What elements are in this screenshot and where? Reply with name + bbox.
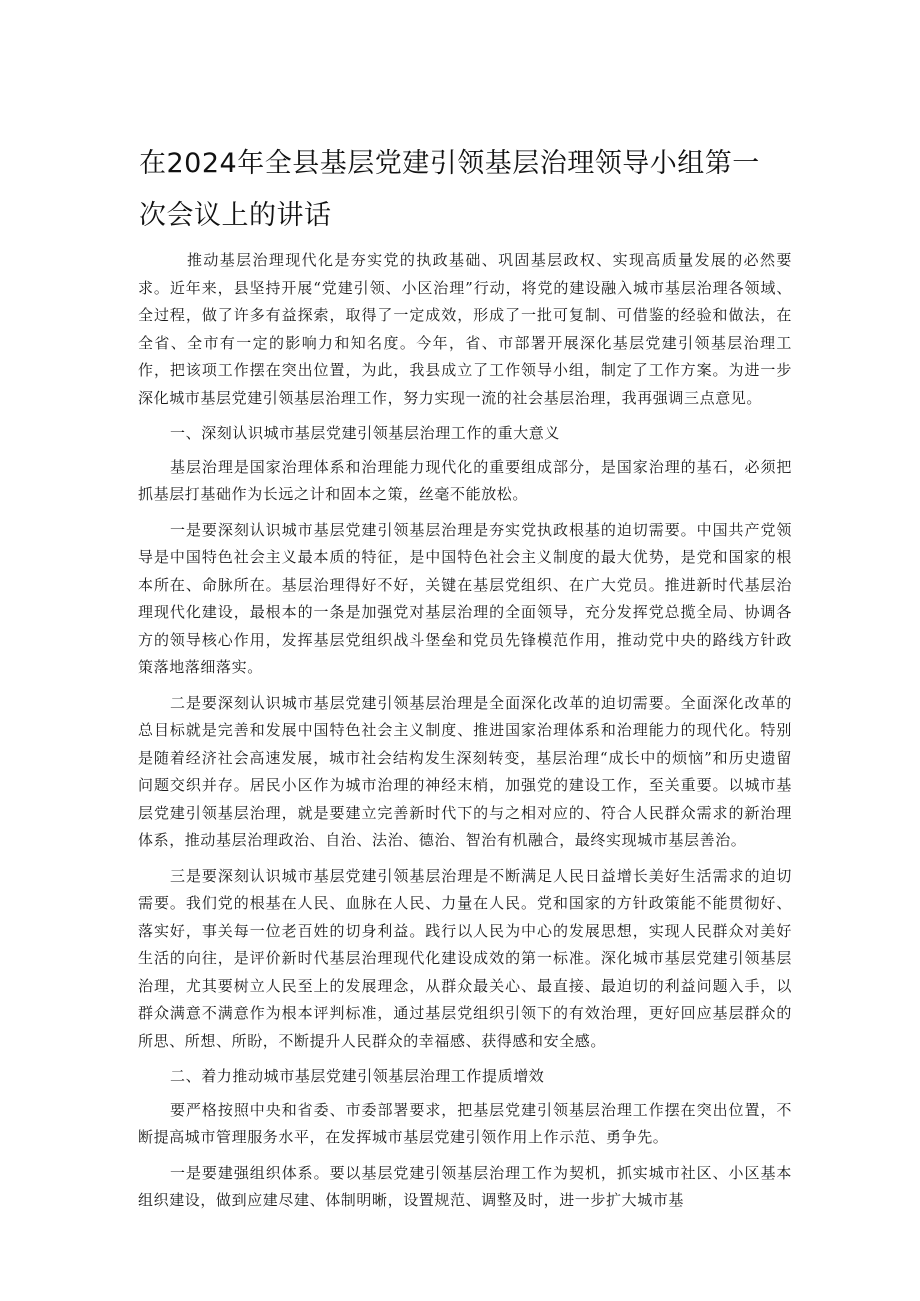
document-body <box>138 247 792 1223</box>
body-paragraph: 一是要深刻认识城市基层党建引领基层治理是夯实党执政根基的迫切需要。中国共产党领导是中国特色社会主义最本质的特征，是中国特色社会主义制度的最大优势，是党和国家的根本所在、命脉所在。基层治理得好不好，关键在基层党组织、在广大党员。推进新时代基层治理现代化建设，最根本的一条是加强党对基层治理的全面领导，充分发挥党总揽全局、协调各方的领导核心作用，发挥基层党组织战斗堡垒和党员先锋模范作用，推动党中央的路线方针政策落地落细落实。 <box>138 520 792 676</box>
body-paragraph: 要严格按照中央和省委、市委部署要求，把基层党建引领基层治理工作摆在突出位置，不断提高城市管理服务水平，在发挥城市基层党建引领作用上作示范、勇争先。 <box>138 1100 792 1146</box>
section-heading-1: 一、深刻认识城市基层党建引领基层治理工作的重大意义 <box>170 424 561 442</box>
body-paragraph: 二是要深刻认识城市基层党建引领基层治理是全面深化改革的迫切需要。全面深化改革的总目标就是完善和发展中国特色社会主义制度、推进国家治理体系和治理能力的现代化。特别是随着经济社会高速发展，城市社会结构发生深刻转变，基层治理“成长中的烦恼”和历史遗留问题交织并存。居民小区作为城市治理的神经末梢，加强党的建设工作，至关重要。以城市基层党建引领基层治理，就是要建立完善新时代下的与之相对应的、符合人民群众需求的新治理体系，推动基层治理政治、自治、法治、德治、智治有机融合，最终实现城市基层善治。 <box>138 693 792 849</box>
body-paragraph: 一是要建强组织体系。要以基层党建引领基层治理工作为契机，抓实城市社区、小区基本组织建设，做到应建尽建、体制明晰，设置规范、调整及时，进一步扩大城市基 <box>138 1163 792 1209</box>
body-paragraph: 基层治理是国家治理体系和治理能力现代化的重要组成部分，是国家治理的基石，必须把抓基层打基础作为长远之计和固本之策，丝毫不能放松。 <box>138 457 792 503</box>
document-title: 在2024年全县基层党建引领基层治理领导小组第一次会议上的讲话 <box>139 148 760 231</box>
section-heading-2: 二、着力推动城市基层党建引领基层治理工作提质增效 <box>170 1067 545 1085</box>
body-paragraph: 三是要深刻认识城市基层党建引领基层治理是不断满足人民日益增长美好生活需求的迫切需要。我们党的根基在人民、血脉在人民、力量在人民。党和国家的方针政策能不能贯彻好、落实好，事关每一位老百姓的切身利益。践行以人民为中心的发展思想，实现人民群众对美好生活的向往，是评价新时代基层治理现代化建设成效的第一标准。深化城市基层党建引领基层治理，尤其要树立人民至上的发展理念，从群众最关心、最直接、最迫切的利益问题入手，以群众满意不满意作为根本评判标准，通过基层党组织引领下的有效治理，更好回应基层群众的所思、所想、所盼，不断提升人民群众的幸福感、获得感和安全感。 <box>138 866 792 1050</box>
intro-paragraph: 推动基层治理现代化是夯实党的执政基础、巩固基层政权、实现高质量发展的必然要求。近年来，县坚持开展“党建引领、小区治理”行动，将党的建设融入城市基层治理各领域、全过程，做了许多有益探索，取得了一定成效，形成了一批可复制、可借鉴的经验和做法，在全省、全市有一定的影响力和知名度。今年，省、市部署开展深化基层党建引领基层治理工作，把该项工作摆在突出位置，为此，我县成立了工作领导小组，制定了工作方案。为进一步深化城市基层党建引领基层治理工作，努力实现一流的社会基层治理，我再强调三点意见。 <box>138 251 792 407</box>
